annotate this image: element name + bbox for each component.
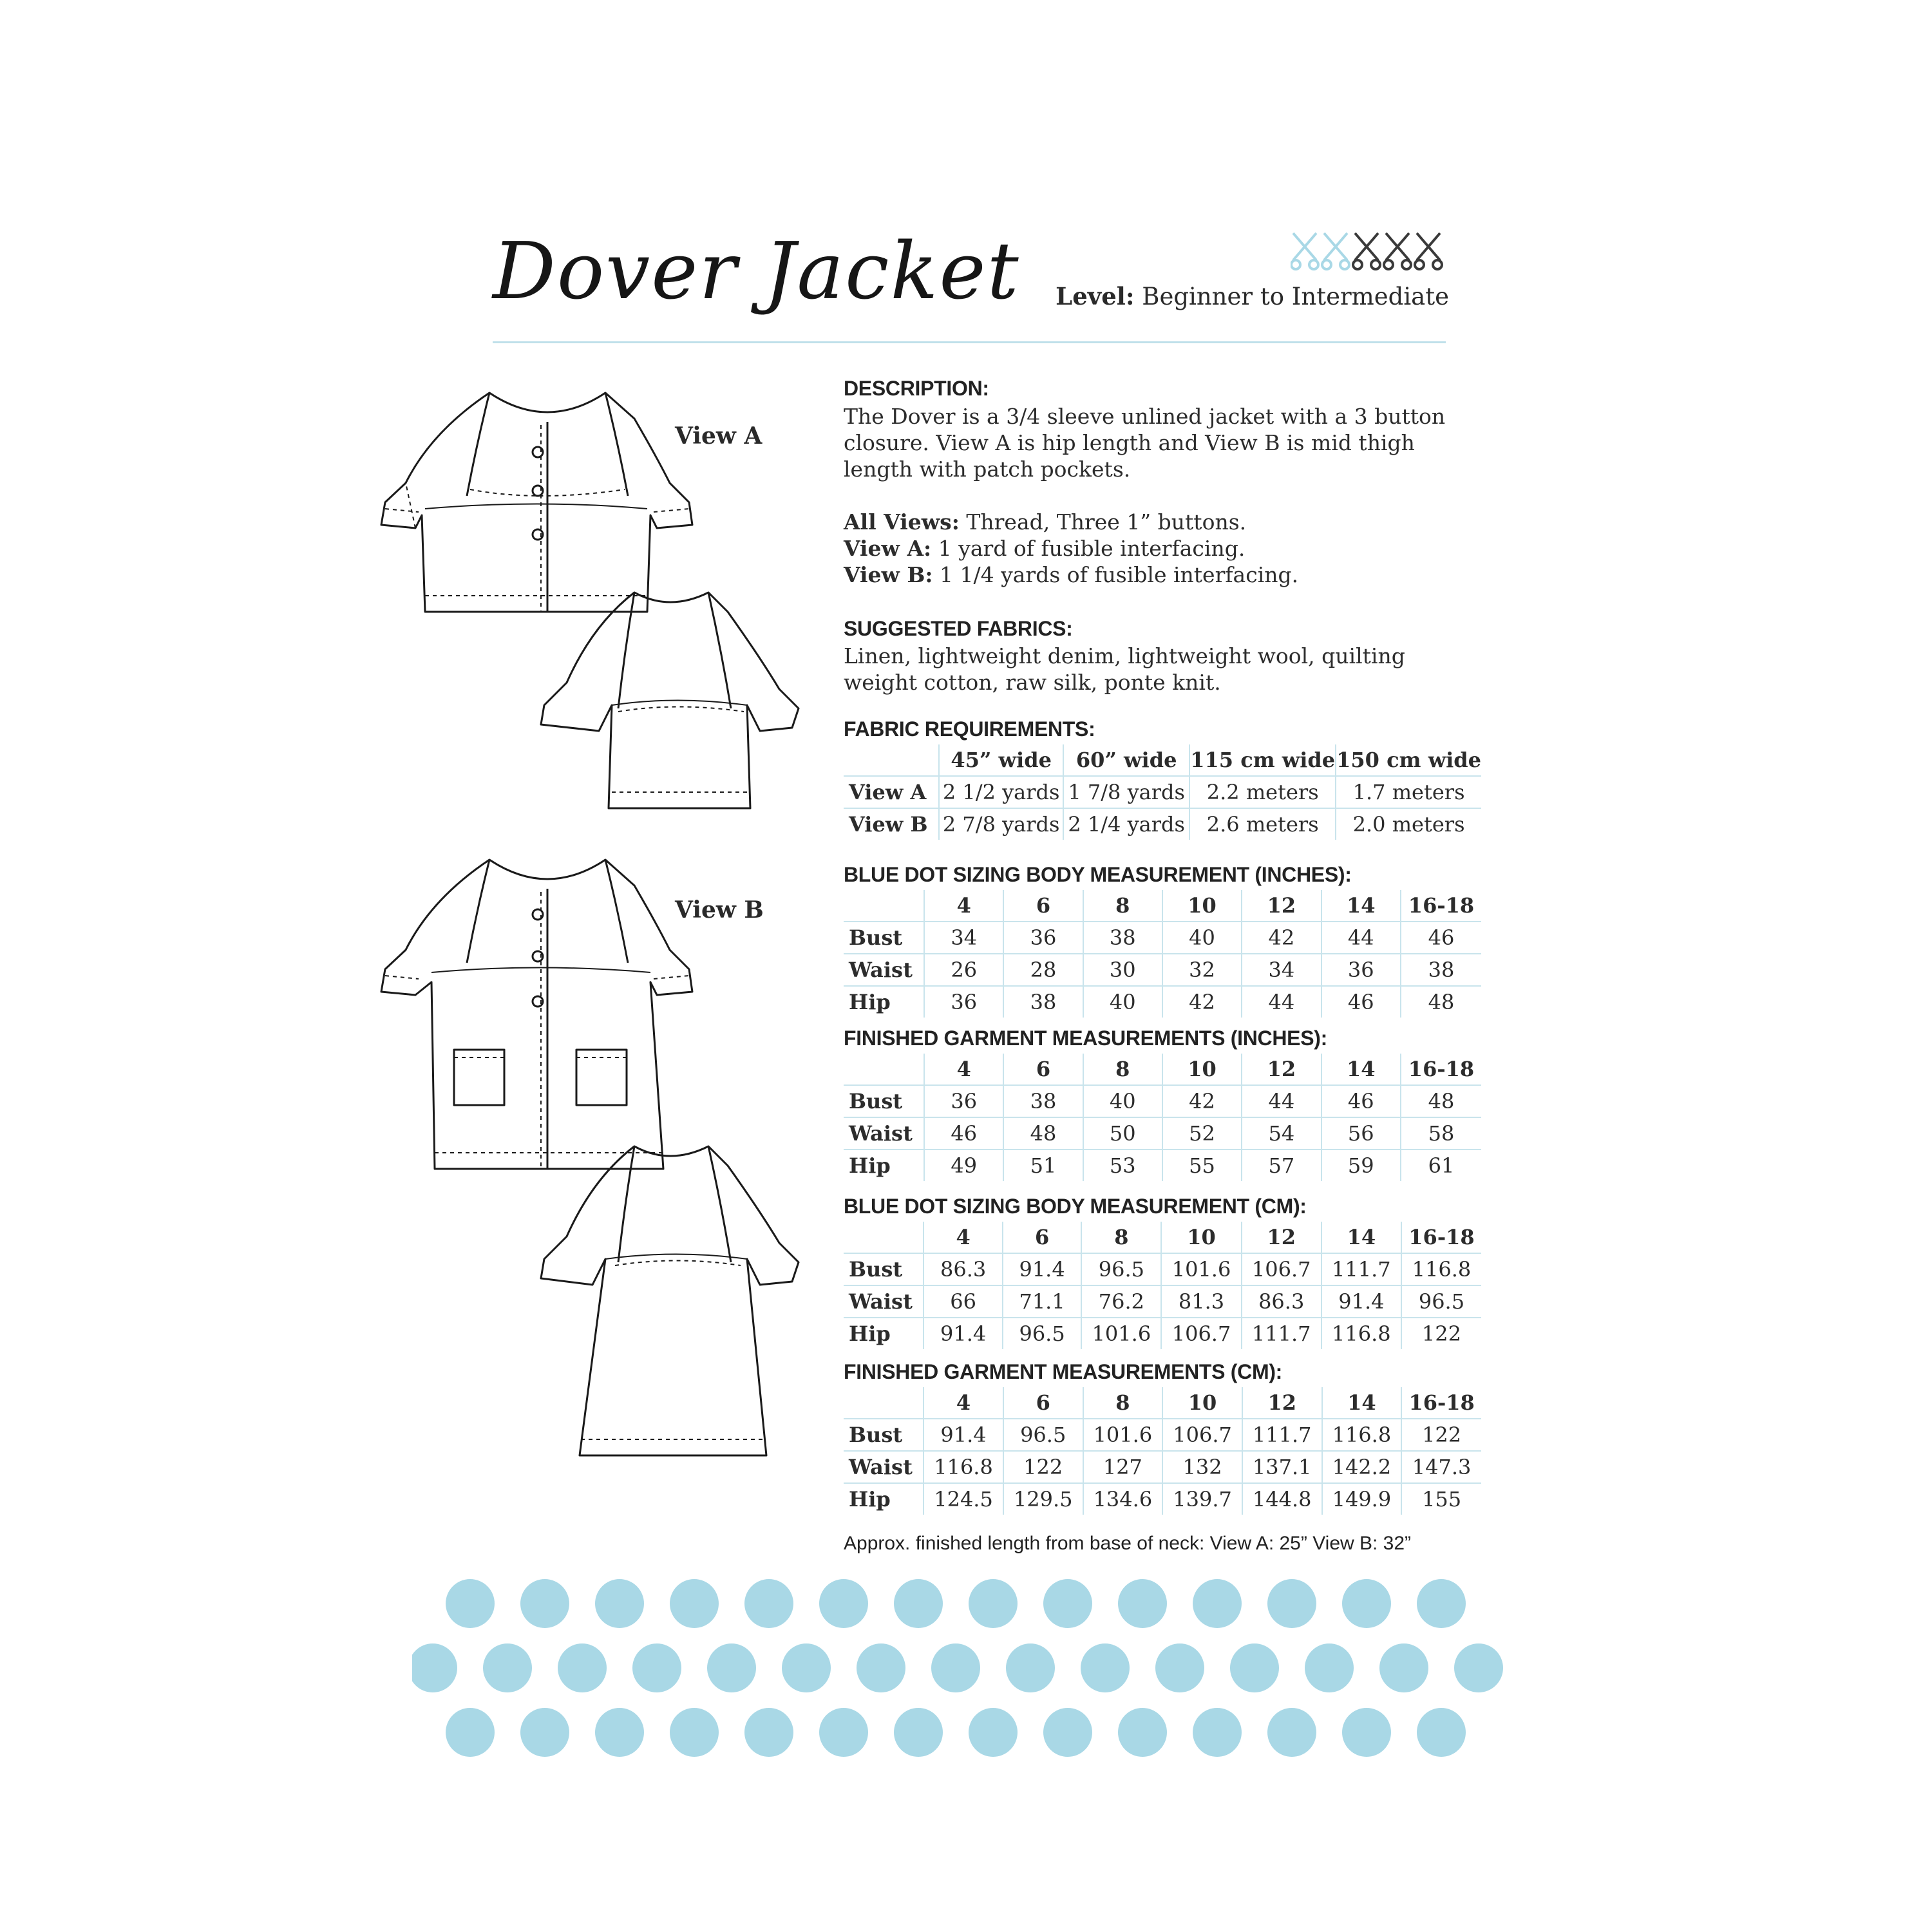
view-b-front-drawing [381, 860, 692, 1169]
polka-dot [446, 1708, 495, 1757]
polka-dot [931, 1643, 980, 1692]
skill-level-value: Beginner to Intermediate [1142, 283, 1449, 310]
table-cell: 38 [1003, 1085, 1083, 1117]
column-header: 12 [1242, 1222, 1321, 1253]
table-cell: 38 [1083, 922, 1162, 954]
column-header: 10 [1161, 1222, 1241, 1253]
table-header-row [844, 1222, 1481, 1253]
column-header: 8 [1083, 890, 1162, 922]
table-header-row [844, 744, 1481, 776]
column-header: 60” wide [1063, 744, 1189, 776]
table-cell: 34 [1242, 954, 1321, 986]
table-row [844, 1419, 1481, 1451]
table-cell: 46 [1401, 922, 1481, 954]
size-table [844, 1387, 1481, 1515]
table-cell: 101.6 [1081, 1318, 1161, 1349]
table-cell: 48 [1401, 1085, 1481, 1117]
table-cell: 36 [924, 1085, 1003, 1117]
polka-dot [1043, 1708, 1092, 1757]
table-cell: 61 [1401, 1150, 1481, 1181]
size-table [844, 1054, 1481, 1181]
table-cell: 46 [1321, 986, 1401, 1018]
table-cell: 1.7 meters [1336, 776, 1481, 808]
table-cell: 86.3 [1242, 1285, 1321, 1318]
column-header: 8 [1083, 1387, 1163, 1419]
table-cell: 106.7 [1242, 1253, 1321, 1285]
polka-dot [1118, 1579, 1167, 1628]
polka-dot [969, 1708, 1018, 1757]
column-header: 6 [1003, 1387, 1083, 1419]
table-cell: 122 [1003, 1451, 1083, 1483]
description-text [844, 403, 1488, 482]
table-cell: 106.7 [1162, 1419, 1242, 1451]
column-header: 115 cm wide [1189, 744, 1336, 776]
table-cell: 139.7 [1162, 1483, 1242, 1515]
size-table [844, 890, 1481, 1018]
table-row [844, 1451, 1481, 1483]
table-cell: 91.4 [923, 1318, 1002, 1349]
fabrics-heading: SUGGESTED FABRICS: [844, 617, 1073, 640]
polka-dot [819, 1579, 868, 1628]
column-header: 4 [923, 1387, 1003, 1419]
table-row [844, 808, 1481, 840]
column-header: 10 [1162, 890, 1242, 922]
scissors-icon [1322, 233, 1349, 269]
notions-item: View A: 1 yard of fusible interfacing. [844, 536, 1245, 561]
table-cell: 49 [924, 1150, 1003, 1181]
table-cell: 50 [1083, 1117, 1162, 1150]
column-header: 10 [1162, 1387, 1242, 1419]
view-a-front-drawing [381, 393, 692, 612]
column-header: 14 [1321, 890, 1401, 922]
table-cell: 127 [1083, 1451, 1163, 1483]
table-cell: 155 [1401, 1483, 1481, 1515]
polka-dot [857, 1643, 905, 1692]
table-cell: 116.8 [1321, 1318, 1401, 1349]
polka-dot [1267, 1579, 1316, 1628]
technical-drawings [380, 380, 831, 1475]
polka-dot [670, 1708, 719, 1757]
size-table-heading: FINISHED GARMENT MEASUREMENTS (CM): [844, 1360, 1283, 1383]
description-line: length with patch pockets. [844, 457, 1131, 482]
table-cell: 111.7 [1321, 1253, 1401, 1285]
column-header [844, 1054, 924, 1085]
polka-dot [744, 1708, 793, 1757]
table-cell: 2.2 meters [1189, 776, 1336, 808]
table-cell: 44 [1242, 1085, 1321, 1117]
table-cell: 101.6 [1161, 1253, 1241, 1285]
column-header: 16-18 [1401, 890, 1481, 922]
table-cell: 56 [1321, 1117, 1401, 1150]
table-cell: 2 7/8 yards [939, 808, 1063, 840]
table-cell: 38 [1401, 954, 1481, 986]
table-row [844, 954, 1481, 986]
table-header-row [844, 1054, 1481, 1085]
table-cell: 36 [1321, 954, 1401, 986]
table-cell: 106.7 [1161, 1318, 1241, 1349]
table-cell: 59 [1321, 1150, 1401, 1181]
table-cell: 2.0 meters [1336, 808, 1481, 840]
table-cell: 116.8 [1322, 1419, 1402, 1451]
table-cell: 46 [1321, 1085, 1401, 1117]
description-line: The Dover is a 3/4 sleeve unlined jacket with a 3 button [844, 404, 1446, 429]
column-header: 14 [1322, 1387, 1402, 1419]
table-cell: 54 [1242, 1117, 1321, 1150]
table-cell: 51 [1003, 1150, 1083, 1181]
column-header: 6 [1003, 1222, 1081, 1253]
decorative-dots [412, 1571, 1533, 1765]
table-cell: 116.8 [923, 1451, 1003, 1483]
notions-list [844, 509, 1488, 588]
view-a-back-drawing [541, 592, 799, 808]
row-header: View A [844, 776, 939, 808]
polka-dot [1379, 1643, 1428, 1692]
column-header: 14 [1321, 1054, 1401, 1085]
column-header: 6 [1003, 1054, 1083, 1085]
column-header: 8 [1083, 1054, 1162, 1085]
difficulty-rating [1291, 231, 1445, 272]
polka-dot [894, 1579, 943, 1628]
table-row [844, 1150, 1481, 1181]
table-cell: 42 [1162, 986, 1242, 1018]
table-cell: 34 [924, 922, 1003, 954]
table-cell: 40 [1083, 986, 1162, 1018]
row-header: Hip [844, 1150, 924, 1181]
polka-dot [819, 1708, 868, 1757]
table-cell: 2 1/4 yards [1063, 808, 1189, 840]
table-row [844, 1253, 1481, 1285]
table-cell: 96.5 [1003, 1318, 1081, 1349]
table-cell: 28 [1003, 954, 1083, 986]
table-cell: 48 [1401, 986, 1481, 1018]
table-cell: 96.5 [1003, 1419, 1083, 1451]
skill-level [1056, 282, 1449, 310]
table-cell: 129.5 [1003, 1483, 1083, 1515]
table-cell: 149.9 [1322, 1483, 1402, 1515]
column-header: 12 [1242, 890, 1321, 922]
table-cell: 44 [1242, 986, 1321, 1018]
column-header [844, 1387, 923, 1419]
polka-dot [1155, 1643, 1204, 1692]
table-header-row [844, 1387, 1481, 1419]
view-b-label: View B [675, 896, 764, 923]
polka-dot [1417, 1708, 1466, 1757]
table-cell: 48 [1003, 1117, 1083, 1150]
row-header: Waist [844, 1285, 923, 1318]
column-header: 10 [1162, 1054, 1242, 1085]
polka-dot [1193, 1579, 1242, 1628]
table-row [844, 1483, 1481, 1515]
fabrics-line: weight cotton, raw silk, ponte knit. [844, 670, 1221, 695]
polka-dot [520, 1579, 569, 1628]
row-header: Hip [844, 1318, 923, 1349]
table-cell: 122 [1401, 1318, 1481, 1349]
table-cell: 32 [1162, 954, 1242, 986]
row-header: View B [844, 808, 939, 840]
table-row [844, 986, 1481, 1018]
size-table-heading: FINISHED GARMENT MEASUREMENTS (INCHES): [844, 1027, 1327, 1050]
notions-item: View B: 1 1/4 yards of fusible interfacing. [844, 562, 1299, 587]
table-cell: 57 [1242, 1150, 1321, 1181]
table-cell: 116.8 [1401, 1253, 1481, 1285]
scissors-icon [1291, 233, 1318, 269]
column-header: 6 [1003, 890, 1083, 922]
fabrics-text [844, 643, 1488, 696]
table-cell: 147.3 [1401, 1451, 1481, 1483]
table-cell: 71.1 [1003, 1285, 1081, 1318]
polka-dot [1417, 1579, 1466, 1628]
column-header: 12 [1242, 1054, 1321, 1085]
table-cell: 66 [923, 1285, 1002, 1318]
description-line: closure. View A is hip length and View B is mid thigh [844, 430, 1415, 455]
polka-dot [1305, 1643, 1354, 1692]
table-cell: 91.4 [923, 1419, 1003, 1451]
polka-dot [969, 1579, 1018, 1628]
table-cell: 137.1 [1242, 1451, 1322, 1483]
table-cell: 91.4 [1321, 1285, 1401, 1318]
polka-dot [1081, 1643, 1130, 1692]
fabrics-line: Linen, lightweight denim, lightweight wool, quilting [844, 643, 1405, 668]
table-cell: 55 [1162, 1150, 1242, 1181]
table-row [844, 1085, 1481, 1117]
table-cell: 76.2 [1081, 1285, 1161, 1318]
column-header [844, 890, 924, 922]
column-header [844, 1222, 923, 1253]
polka-dot [1006, 1643, 1055, 1692]
table-cell: 36 [924, 986, 1003, 1018]
column-header: 8 [1081, 1222, 1161, 1253]
table-cell: 52 [1162, 1117, 1242, 1150]
polka-dot [595, 1708, 644, 1757]
fabric-requirements-table [844, 744, 1481, 840]
polka-dot [595, 1579, 644, 1628]
column-header: 14 [1321, 1222, 1401, 1253]
table-cell: 30 [1083, 954, 1162, 986]
finished-length-note: Approx. finished length from base of neck: View A: 25” View B: 32” [844, 1533, 1412, 1554]
row-header: Waist [844, 954, 924, 986]
polka-dot [446, 1579, 495, 1628]
row-header: Bust [844, 1253, 923, 1285]
table-header-row [844, 890, 1481, 922]
column-header: 4 [924, 890, 1003, 922]
table-row [844, 1117, 1481, 1150]
column-header: 16-18 [1401, 1054, 1481, 1085]
row-header: Waist [844, 1117, 924, 1150]
table-cell: 40 [1162, 922, 1242, 954]
view-a-label: View A [675, 422, 762, 450]
table-cell: 142.2 [1322, 1451, 1402, 1483]
fabric-requirements-heading: FABRIC REQUIREMENTS: [844, 717, 1095, 741]
table-cell: 124.5 [923, 1483, 1003, 1515]
polka-dot [782, 1643, 831, 1692]
scissors-icon [1384, 233, 1411, 269]
table-cell: 2.6 meters [1189, 808, 1336, 840]
table-cell: 122 [1401, 1419, 1481, 1451]
row-header: Bust [844, 1419, 923, 1451]
table-cell: 1 7/8 yards [1063, 776, 1189, 808]
table-cell: 111.7 [1242, 1318, 1321, 1349]
scissors-icon [1353, 233, 1380, 269]
description-heading: DESCRIPTION: [844, 377, 989, 400]
scissors-icon [1415, 233, 1442, 269]
table-cell: 134.6 [1083, 1483, 1163, 1515]
table-cell: 26 [924, 954, 1003, 986]
column-header: 150 cm wide [1336, 744, 1481, 776]
table-cell: 81.3 [1161, 1285, 1241, 1318]
polka-dot [1230, 1643, 1279, 1692]
polka-dot [520, 1708, 569, 1757]
table-cell: 38 [1003, 986, 1083, 1018]
polka-dot [670, 1579, 719, 1628]
table-cell: 53 [1083, 1150, 1162, 1181]
polka-dot [1193, 1708, 1242, 1757]
polka-dot [707, 1643, 756, 1692]
polka-dot [1342, 1579, 1391, 1628]
column-header: 4 [923, 1222, 1002, 1253]
column-header: 16-18 [1401, 1387, 1481, 1419]
view-b-back-drawing [541, 1146, 799, 1455]
table-cell: 132 [1162, 1451, 1242, 1483]
column-header [844, 744, 939, 776]
header-divider [493, 341, 1446, 343]
size-table [844, 1222, 1481, 1349]
table-cell: 58 [1401, 1117, 1481, 1150]
table-cell: 44 [1321, 922, 1401, 954]
table-row [844, 1285, 1481, 1318]
table-cell: 111.7 [1242, 1419, 1322, 1451]
column-header: 45” wide [939, 744, 1063, 776]
row-header: Hip [844, 986, 924, 1018]
polka-dot [744, 1579, 793, 1628]
polka-dot [412, 1643, 457, 1692]
polka-dot [1454, 1643, 1503, 1692]
table-cell: 42 [1162, 1085, 1242, 1117]
table-row [844, 776, 1481, 808]
table-cell: 96.5 [1081, 1253, 1161, 1285]
table-row [844, 1318, 1481, 1349]
column-header: 4 [924, 1054, 1003, 1085]
size-table-heading: BLUE DOT SIZING BODY MEASUREMENT (CM): [844, 1195, 1307, 1218]
table-cell: 42 [1242, 922, 1321, 954]
row-header: Bust [844, 1085, 924, 1117]
polka-dot [558, 1643, 607, 1692]
table-cell: 40 [1083, 1085, 1162, 1117]
polka-dot [1342, 1708, 1391, 1757]
polka-dot [1118, 1708, 1167, 1757]
table-cell: 2 1/2 yards [939, 776, 1063, 808]
polka-dot [1267, 1708, 1316, 1757]
row-header: Bust [844, 922, 924, 954]
polka-dot [1043, 1579, 1092, 1628]
table-cell: 91.4 [1003, 1253, 1081, 1285]
row-header: Hip [844, 1483, 923, 1515]
pattern-title: Dover Jacket [493, 225, 1020, 317]
notions-item: All Views: Thread, Three 1” buttons. [844, 509, 1247, 535]
table-cell: 86.3 [923, 1253, 1002, 1285]
table-cell: 96.5 [1401, 1285, 1481, 1318]
polka-dot [632, 1643, 681, 1692]
column-header: 12 [1242, 1387, 1322, 1419]
skill-level-label: Level: [1056, 282, 1135, 310]
polka-dot [894, 1708, 943, 1757]
table-cell: 101.6 [1083, 1419, 1163, 1451]
table-cell: 36 [1003, 922, 1083, 954]
polka-dot [483, 1643, 532, 1692]
table-row [844, 922, 1481, 954]
size-table-heading: BLUE DOT SIZING BODY MEASUREMENT (INCHES): [844, 863, 1352, 886]
table-cell: 46 [924, 1117, 1003, 1150]
table-cell: 144.8 [1242, 1483, 1322, 1515]
row-header: Waist [844, 1451, 923, 1483]
column-header: 16-18 [1401, 1222, 1481, 1253]
